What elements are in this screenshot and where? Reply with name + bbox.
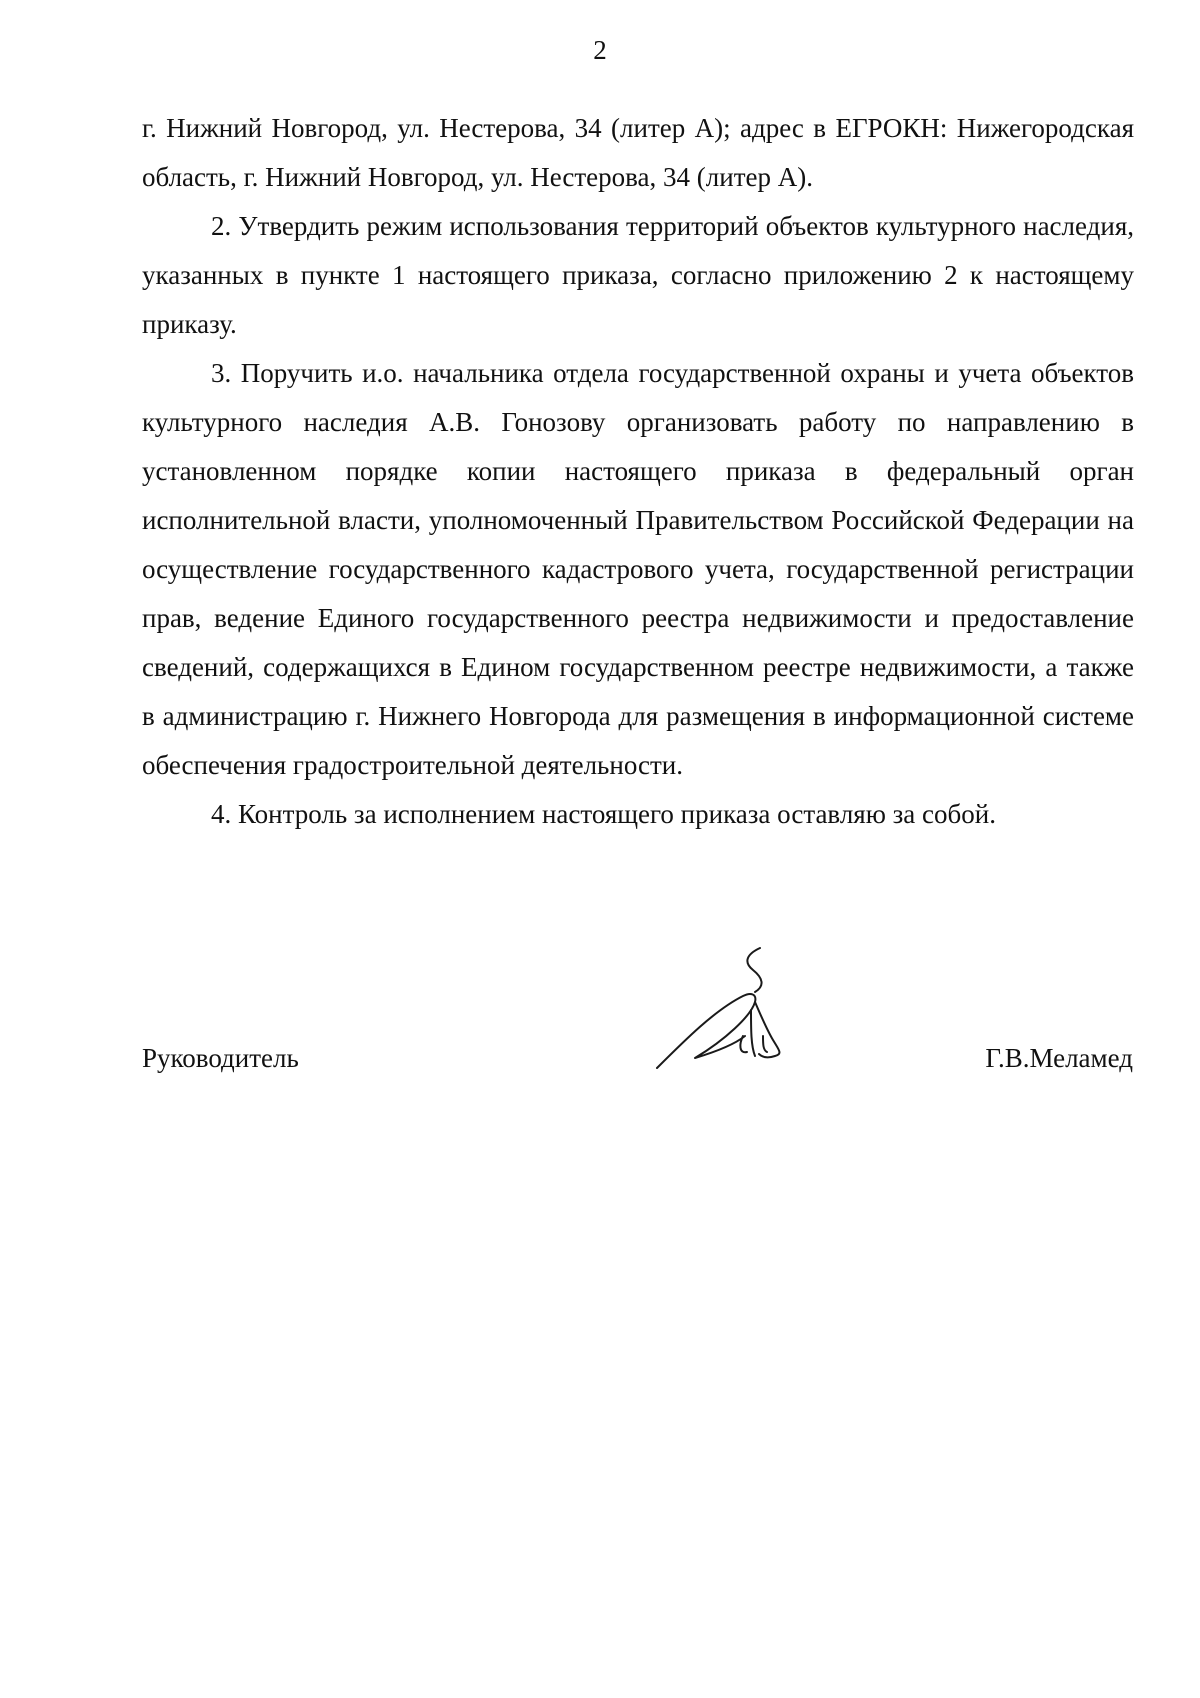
signatory-role: Руководитель bbox=[142, 1043, 299, 1073]
document-body bbox=[142, 104, 1134, 839]
handwritten-signature bbox=[655, 940, 805, 1090]
page-number: 2 bbox=[593, 35, 607, 65]
paragraph-item-4: 4. Контроль за исполнением настоящего приказа оставляю за собой. bbox=[211, 799, 996, 829]
paragraph-item-2: 2. Утвердить режим использования территорий объектов культурного наследия, указанных в пункте 1 настоящего приказа, согласно приложению 2 к настоящему приказу. bbox=[142, 211, 1134, 339]
paragraph-address: г. Нижний Новгород, ул. Нестерова, 34 (литер А); адрес в ЕГРОКН: Нижегородская область, г. Нижний Новгород, ул. Нестерова, 34 (литер А). bbox=[142, 113, 1134, 192]
paragraph-item-3: 3. Поручить и.о. начальника отдела государственной охраны и учета объектов культурного наследия А.В. Гонозову организовать работу по направлению в установленном порядке копии настоящего приказа в федеральный орган исполнительной власти, уполномоченный Правительством Российской Федерации на осуществление государственного кадастрового учета, государственной регистрации прав, ведение Единого государственного реестра недвижимости и предоставление сведений, содержащихся в Едином государственном реестре недвижимости, а также в администрацию г. Нижнего Новгорода для размещения в информационной системе обеспечения градостроительной деятельности. bbox=[142, 358, 1134, 780]
signatory-name: Г.В.Меламед bbox=[985, 1043, 1133, 1073]
